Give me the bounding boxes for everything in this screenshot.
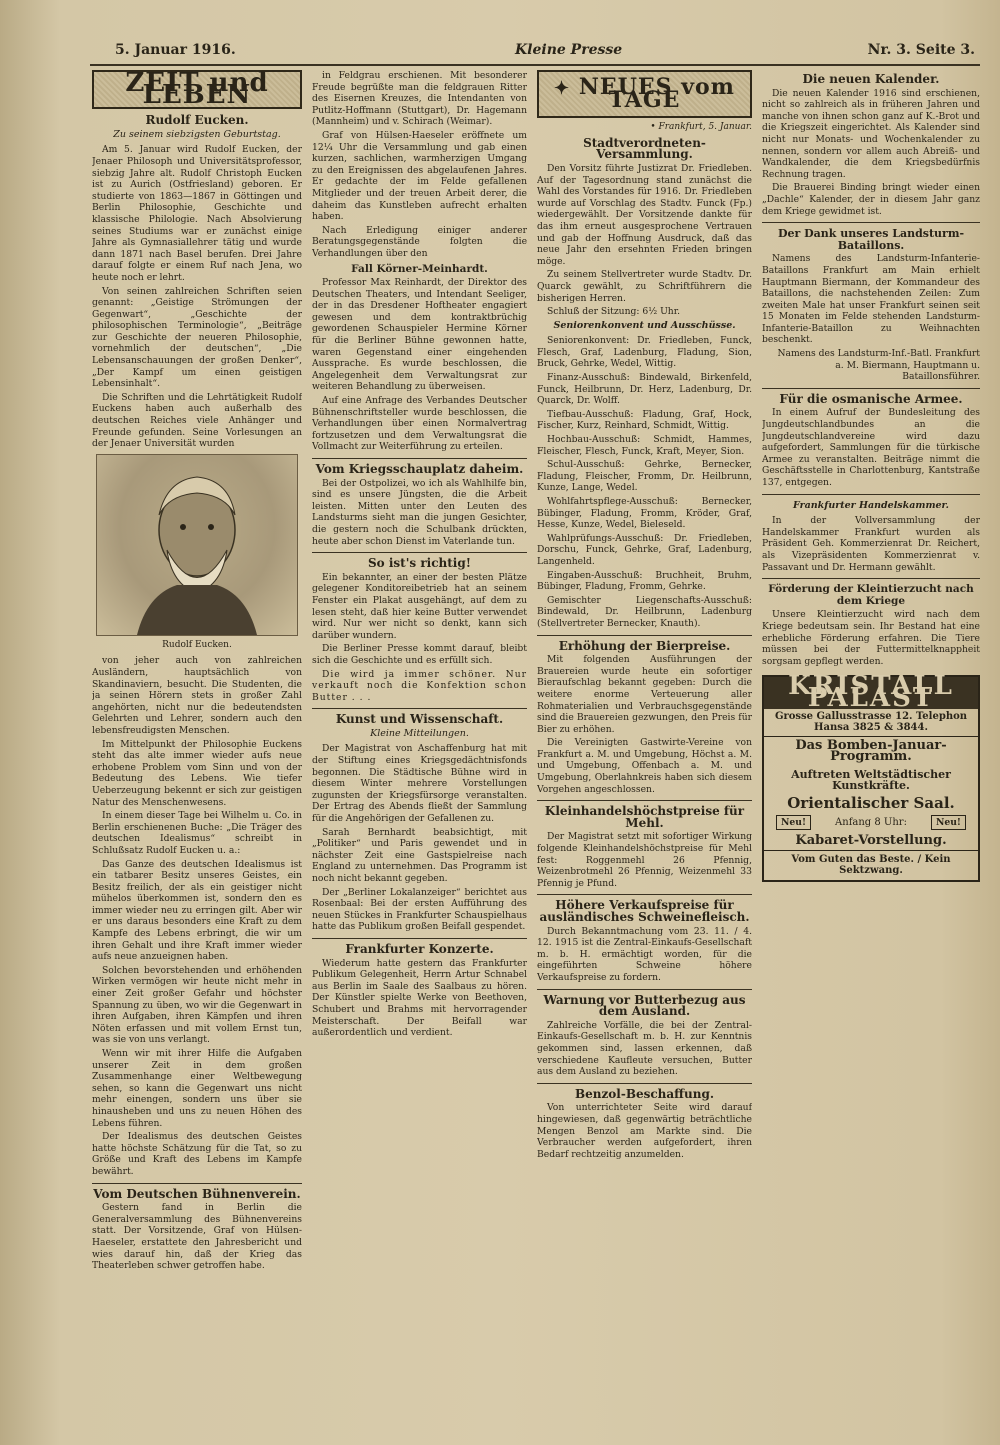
paragraph: Die Berliner Presse kommt darauf, bleibt sich die Geschichte und es erfüllt sich. xyxy=(312,643,527,666)
paragraph: Auf eine Anfrage des Verbandes Deutscher Bühnenschriftsteller wurde beschlossen, die Verhandlungen über einen Normalvertrag fortzusetzen und dem Verwaltungsrat die Vollmacht zur Weiterführung zu erteilen. xyxy=(312,395,527,453)
paragraph: Unsere Kleintierzucht wird nach dem Kriege bedeutsam sein. Ihr Bestand hat eine erhebliche Förderung erfahren. Die Tiere müssen bei der Futtermittelknappheit sorgsam gepflegt werden. xyxy=(762,609,980,667)
zeit-und-leben-masthead: ZEIT und LEBEN xyxy=(92,70,302,109)
section-title-konzerte: Frankfurter Konzerte. xyxy=(345,941,494,956)
paragraph: Im Mittelpunkt der Philosophie Euckens steht das alte immer wieder aufs neue erhobene Problem vom Sinn und von der Bedeutung des Lebens. Wie tiefer Ueberzeugung bekennt er sich zur geistigen Natur des Menschenwesens. xyxy=(92,738,302,808)
ad-address: Grosse Gallusstrasse 12. Telephon Hansa 3825 & 3844. xyxy=(764,709,978,737)
paragraph: Seniorenkonvent: Dr. Friedleben, Funck, Flesch, Graf, Ladenburg, Fladung, Sion, Bruck, Gehrke, Wedel, Wittig. xyxy=(537,335,752,370)
paragraph: Von seinen zahlreichen Schriften seien genannt: „Geistige Strömungen der Gegenwart“, „Geschichte der philosophischen Terminologie“, „Beiträge zur Geschichte der neueren Philosophie, vornehmlich der deutschen“, „Die Lebensanschauungen der großen Denker“, „Der Kampf um einen geistigen Lebensinhalt“. xyxy=(92,285,302,390)
paragraph: von jeher auch von zahlreichen Ausländern, hauptsächlich von Skandinaviern, besucht. Die Studenten, die ja seinen Hörern stets in großer Zahl angehörten, nicht nur die bedeutendsten Gelehrten und Lehrer, sondern auch den lebensfreudigsten Menschen. xyxy=(92,655,302,736)
paragraph: Die neuen Kalender 1916 sind erschienen, nicht so zahlreich als in früheren Jahren und manche von ihnen schon ganz auf K.-Brot und die Kriegszeit eingerichtet. Als Kalender sind nicht nur Monats- und Wochenkalender zu nennen, sondern vor allem auch Abreiß- und Wandkalender, die dem Kriegsbedürfnis Rechnung tragen. xyxy=(762,87,980,180)
divider xyxy=(762,578,980,579)
section-title-kunst: Kunst und Wissenschaft. xyxy=(335,712,504,727)
column-4 xyxy=(762,70,980,1420)
column-3 xyxy=(537,70,752,1420)
paragraph: Wohlfahrtspflege-Ausschuß: Bernecker, Bübinger, Fladung, Fromm, Kröder, Graf, Hesse, Kunze, Wedel, Bieleseld. xyxy=(537,496,752,531)
paragraph: Der Magistrat von Aschaffenburg hat mit der Stiftung eines Kriegsgedächtnisfonds begonnen. Die Städtische Bühne wird in diesem Winter mehrere Vorstellungen zugunsten der Kriegsfürsorge veranstalten. Der Ertrag des Abends fließt der Sammlung für die Angehörigen der Gefallenen zu. xyxy=(312,743,527,825)
signature-paragraph: Namens des Landsturm-Inf.-Batl. Frankfurt a. M. Biermann, Hauptmann u. Bataillonsführer. xyxy=(777,348,980,383)
paragraph: Am 5. Januar wird Rudolf Eucken, der Jenaer Philosoph und Universitätsprofessor, siebzig Jahre alt. Rudolf Christoph Eucken ist zu Aurich (Ostfriesland) geboren. Er studierte von 1863—1867 in Göttingen und Berlin Philosophie, Geschichte und klassische Philologie. Nach Absolvierung seines Studiums war er zunächst einige Jahre als Gymnasiallehrer tätig und wurde dann 1871 nach Basel berufen. Drei Jahre darauf folgte er einem Ruf nach Jena, wo heute noch er lehrt. xyxy=(92,144,302,283)
portrait-illustration xyxy=(97,455,297,635)
ad-footer: Vom Guten das Beste. / Kein Sektzwang. xyxy=(764,850,978,880)
ad-start-time: Anfang 8 Uhr: xyxy=(835,816,907,828)
paragraph: Finanz-Ausschuß: Bindewald, Birkenfeld, Funck, Heilbrunn, Dr. Herz, Ladenburg, Dr. Quarck, Dr. Wolff. xyxy=(537,372,752,407)
header-rule xyxy=(90,64,980,66)
paragraph: Professor Max Reinhardt, der Direktor des Deutschen Theaters, und Intendant Seeliger, der in das Dresdener Hoftheater engagiert gewesen und dem kontraktbrüchig gewordenen Schauspieler Hermine Körner für die Berliner Bühne gewonnen hatte, waren Gegenstand einer eingehenden Aussprache. Es wurde beschlossen, die Angelegenheit dem Verwaltungsrat zur weiteren Behandlung zu überweisen. xyxy=(312,277,527,393)
ad-brand: KRISTALL PALAST xyxy=(764,677,978,708)
paragraph: Der Idealismus des deutschen Geistes hatte höchste Schätzung für die Tat, so zu Größe und Kraft des Lebens im Kampfe bewährt. xyxy=(92,1131,302,1177)
paragraph: Zu seinem Stellvertreter wurde Stadtv. Dr. Quarck gewählt, zu Schriftführern die bisherigen Herren. xyxy=(537,269,752,304)
divider xyxy=(762,494,980,495)
section-title-kalender: Die neuen Kalender. xyxy=(802,72,940,86)
ad-new-badge: Neu! xyxy=(931,815,966,831)
section-title-mehl: Kleinhandelshöchstpreise für Mehl. xyxy=(544,804,745,830)
paragraph: Schul-Ausschuß: Gehrke, Bernecker, Fladung, Fleischer, Fromm, Dr. Heilbrunn, Kunze, Lange, Wedel. xyxy=(537,459,752,494)
paragraph: Solchen bevorstehenden und erhöhenden Wirken vermögen wir heute nicht mehr in einer Zeit großer Gefahr und höchster Spannung zu üben, wo wir die Gegenwart in ihren Aufgaben, ihren Kämpfen und ihren Nöten erfassen und mit vollem Ernst tun, was sie von uns verlangt. xyxy=(92,964,302,1046)
eucken-portrait xyxy=(96,454,298,636)
paragraph: Hochbau-Ausschuß: Schmidt, Hammes, Fleischer, Flesch, Funck, Kraft, Meyer, Sion. xyxy=(537,434,752,457)
paragraph: Eingaben-Ausschuß: Bruchheit, Bruhm, Bübinger, Fladung, Fromm, Gehrke. xyxy=(537,569,752,593)
paragraph: Die Brauerei Binding bringt wieder einen „Dachle“ Kalender, der in diesem Jahr ganz dem Kriege gewidmet ist. xyxy=(762,182,980,217)
paragraph: Der Magistrat setzt mit sofortiger Wirkung folgende Kleinhandelshöchstpreise für Mehl fest: Roggenmehl 26 Pfennig, Weizenbrotmehl 26 Pfennig, Weizenmehl 33 Pfennig je Pfund. xyxy=(537,831,752,889)
masthead-text: NEUES vom TAGE xyxy=(578,74,735,113)
ad-program: Das Bomben-Januar-Programm. xyxy=(795,737,947,765)
divider xyxy=(537,1083,752,1084)
neues-vom-tage-masthead xyxy=(537,70,752,118)
divider xyxy=(537,989,752,990)
paragraph: Wiederum hatte gestern das Frankfurter Publikum Gelegenheit, Herrn Artur Schnabel aus Berlin im Saale des Saalbaus zu hören. Der Künstler spielte Werke von Beethoven, Schubert und Brahms mit hervorragender Meisterschaft. Der Beifall war außerordentlich und verdient. xyxy=(312,957,527,1039)
paragraph: In einem dieser Tage bei Wilhelm u. Co. in Berlin erschienenen Buche: „Die Träger des deutschen Idealismus“ schreibt in Schlußsatz Rudolf Eucken u. a.: xyxy=(92,810,302,856)
divider xyxy=(537,800,752,801)
paragraph: Graf von Hülsen-Haeseler eröffnete um 12¼ Uhr die Versammlung und gab einen kurzen, sachlichen, warmherzigen Umgang zu den Ereignissen des abgelaufenen Jahres. Er gedachte der im Felde gefallenen Mitglieder und der treuen Arbeit derer, die daheim das Kunstleben aufrecht erhalten haben. xyxy=(312,129,527,223)
paragraph: Sarah Bernhardt beabsichtigt, mit „Politiker“ und Paris gewendet und in nächster Zeit eine Gastspielreise nach England zu unternehmen. Das Programm ist noch nicht bekannt gegeben. xyxy=(312,826,527,884)
paragraph: Gestern fand in Berlin die Generalversammlung des Bühnenvereins statt. Der Vorsitzende, Graf von Hülsen-Haeseler, erstattete den Jahresbericht und wies darauf hin, daß der Krieg das Theaterleben schwer getroffen habe. xyxy=(92,1202,302,1272)
paragraph: Mit folgenden Ausführungen der Brauereien wurde heute ein sofortiger Bieraufschlag bekannt gegeben: Durch die weitere enorme Verteuerung aller Rohmaterialien und Verbrauchsgegenstände sind die Brauereien gezwungen, den Preis für Bier zu erhöhen. xyxy=(537,654,752,735)
header-date: 5. Januar 1916. xyxy=(115,42,236,58)
kristall-palast-ad xyxy=(762,671,980,882)
paragraph: Ein bekannter, an einer der besten Plätze gelegener Konditoreibetrieb hat an seinem Fenster ein Plakat ausgehängt, auf dem zu lesen steht, daß hier keine Butter verwendet wird. Nur wer nicht so denkt, kann sich darüber wundern. xyxy=(312,571,527,641)
paragraph: Das Ganze des deutschen Idealismus ist ein tatbarer Besitz unseres Geistes, ein Besitz freilich, der als ein geistiger nicht mühelos überkommen ist, sondern den es immer wieder neu zu erringen gilt. Aber wir er uns daraus besonders eine Kraft zu dem Kampfe des Lebens erbringt, die wir um ihren Gehalt und ihre Kraft immer wieder aufs neue anzueignen haben. xyxy=(92,858,302,963)
paragraph: Tiefbau-Ausschuß: Fladung, Graf, Hock, Fischer, Kurz, Reinhard, Schmidt, Wittig. xyxy=(537,408,752,432)
article-subtitle-eucken: Zu seinem siebzigsten Geburtstag. xyxy=(113,128,281,140)
divider xyxy=(762,222,980,223)
column-1 xyxy=(92,70,302,1420)
paragraph: Die Schriften und die Lehrtätigkeit Rudolf Euckens haben auch außerhalb des deutschen Reiches viele Anhänger und Freunde gefunden. Seine Vorlesungen an der Jenaer Universität wurden xyxy=(92,391,302,450)
dateline: • Frankfurt, 5. Januar. xyxy=(650,122,752,133)
subheading-koerner-meinhardt: Fall Körner-Meinhardt. xyxy=(351,262,488,275)
divider xyxy=(537,894,752,895)
section-title-handelskammer: Frankfurter Handelskammer. xyxy=(793,499,949,511)
section-title-kriegsschauplatz: Vom Kriegsschauplatz daheim. xyxy=(315,462,524,476)
header-paper-name: Kleine Presse xyxy=(515,42,623,58)
section-title-benzol: Benzol-Beschaffung. xyxy=(574,1086,715,1101)
divider xyxy=(312,552,527,553)
section-title-landsturm: Der Dank unseres Landsturm-Bataillons. xyxy=(777,227,965,252)
divider xyxy=(312,708,527,709)
column-2 xyxy=(312,70,527,1420)
paragraph: Der „Berliner Lokalanzeiger“ berichtet aus Rosenbaal: Bei der ersten Aufführung des neuen Stückes in Frankfurter Schauspielhaus hatte das Publikum großen Beifall gespendet. xyxy=(312,886,527,933)
paragraph: Schluß der Sitzung: 6½ Uhr. xyxy=(547,306,681,318)
paragraph: Zahlreiche Vorfälle, die bei der Zentral-Einkaufs-Gesellschaft m. b. H. zur Kenntnis gekommen sind, lassen erkennen, daß verschiedene Kaufleute versuchen, Butter aus dem Ausland zu beziehen. xyxy=(537,1019,752,1078)
eagle-icon: ✦ xyxy=(554,78,571,99)
quote-paragraph: Die wird ja immer schöner. Nur verkauft noch die Konfektion schon Butter . . . xyxy=(312,668,527,703)
section-title-butterbezug: Warnung vor Butterbezug aus dem Ausland. xyxy=(543,992,746,1019)
section-title-so-ists-richtig: So ist's richtig! xyxy=(368,556,471,571)
ad-kabaret: Kabaret-Vorstellung. xyxy=(795,833,947,849)
ad-new-badge: Neu! xyxy=(776,815,811,831)
paragraph: Die Vereinigten Gastwirte-Vereine von Frankfurt a. M. und Umgebung, Höchst a. M. und Umgebung, Offenbach a. M. und Umgebung, Oberlahnkreis haben sich diesem Vorgehen angeschlossen. xyxy=(537,737,752,795)
section-title-osmanische-armee: Für die osmanische Armee. xyxy=(779,391,963,406)
section-title-schweinefleisch: Höhere Verkaufspreise für ausländisches Schweinefleisch. xyxy=(539,898,750,924)
divider xyxy=(537,635,752,636)
portrait-caption: Rudolf Eucken. xyxy=(162,639,232,650)
divider xyxy=(312,938,527,939)
paragraph: Bei der Ostpolizei, wo ich als Wahlhilfe bin, sind es unsere Jüngsten, die die Arbeit leisten. Mitten unter den Leuten des Landsturms sieht man die jungen Gesichter, die gestern noch die Schulbank drückten, heute aber schon Dienst im Vaterlande tun. xyxy=(312,477,527,547)
paragraph: In der Vollversammlung der Handelskammer Frankfurt wurden als Präsident Geh. Kommerzienrat Dr. Reichert, als Vizepräsidenten Kommerzienrat v. Passavant und Dr. Hermann gewählt. xyxy=(762,515,980,573)
paragraph: Wenn wir mit ihrer Hilfe die Aufgaben unserer Zeit in dem großen Zusammenhange einer Weltbewegung sehen, so kann die Gegenwart uns nicht mehr einengen, sondern uns über sie hinausheben und uns zu neuen Höhen des Lebens führen. xyxy=(92,1048,302,1129)
paragraph: Wahlprüfungs-Ausschuß: Dr. Friedleben, Dorschu, Funck, Gehrke, Graf, Ladenburg, Langenheld. xyxy=(537,532,752,567)
divider xyxy=(312,458,527,459)
divider xyxy=(92,1183,302,1184)
paragraph: Namens des Landsturm-Infanterie-Bataillons Frankfurt am Main erhielt Hauptmann Biermann, der Kommandeur des Bataillons, die nachstehenden Zeilen: Zum zweiten Male hat unser Frankfurt seinen seit 15 Monaten im Felde stehenden Landsturm-Infanterie-Bataillon zu Weihnachten beschenkt. xyxy=(762,253,980,346)
divider xyxy=(762,388,980,389)
paragraph: Von unterrichteter Seite wird darauf hingewiesen, daß gegenwärtig beträchtliche Mengen Benzol am Markte sind. Die Verbraucher werden aufgefordert, ihren Bedarf rechtzeitig anzumelden. xyxy=(537,1102,752,1160)
ad-performers: Auftreten Weltstädtischer Kunstkräfte. xyxy=(791,767,951,793)
subheading-kleine-mitteilungen: Kleine Mitteilungen. xyxy=(370,727,469,739)
subheading-seniorenkonvent: Seniorenkonvent und Ausschüsse. xyxy=(553,319,736,331)
page-header xyxy=(95,42,975,66)
section-title-stadtverordneten: Stadtverordneten-Versammlung. xyxy=(583,135,706,162)
paragraph: in Feldgrau erschienen. Mit besonderer Freude begrüßte man die feldgrauen Ritter des Eisernen Kreuzes, die Intendanten von Putlitz-Hoffmann (Stuttgart), Dr. Hagemann (Mannheim) und v. Schirach (Weimar). xyxy=(312,70,527,128)
section-title-bierpreise: Erhöhung der Bierpreise. xyxy=(558,638,731,653)
article-title-eucken: Rudolf Eucken. xyxy=(145,113,249,128)
paragraph: Gemischter Liegenschafts-Ausschuß: Bindewald, Dr. Heilbrunn, Ladenburg (Stellvertreter Bernecker, Knauth). xyxy=(537,594,752,629)
ad-saal: Orientalischer Saal. xyxy=(787,794,955,813)
section-title-buehnenverein: Vom Deutschen Bühnenverein. xyxy=(93,1186,301,1201)
paragraph: In einem Aufruf der Bundesleitung des Jungdeutschlandbundes an die Jungdeutschlandvereine wird dazu aufgefordert, Sammlungen für die türkische Armee zu veranstalten. Beiträge nimmt die Geschäftsstelle in Charlottenburg, Kantstraße 137, entgegen. xyxy=(762,407,980,488)
paragraph: Nach Erledigung einiger anderer Beratungsgegenstände folgten die Verhandlungen über den xyxy=(312,224,527,259)
paragraph: Durch Bekanntmachung vom 23. 11. / 4. 12. 1915 ist die Zentral-Einkaufs-Gesellschaft m. b. H. ermächtigt worden, für die eingeführten Schweine höhere Verkaufspreise zu fordern. xyxy=(537,925,752,983)
section-title-kleintierzucht: Förderung der Kleintierzucht nach dem Kriege xyxy=(768,583,974,607)
paragraph: Den Vorsitz führte Justizrat Dr. Friedleben. Auf der Tagesordnung stand zunächst die Wahl des Vorstandes für 1916. Dr. Friedleben wurde auf Vorschlag des Stadtv. Funck (Fp.) wiedergewählt. Der Vorsitzende dankte für das ihm erneut ausgesprochene Vertrauen und gab der Hoffnung Ausdruck, daß das neue Jahr den ersehnten Frieden bringen möge. xyxy=(537,162,752,267)
header-page-number: Nr. 3. Seite 3. xyxy=(867,42,975,58)
